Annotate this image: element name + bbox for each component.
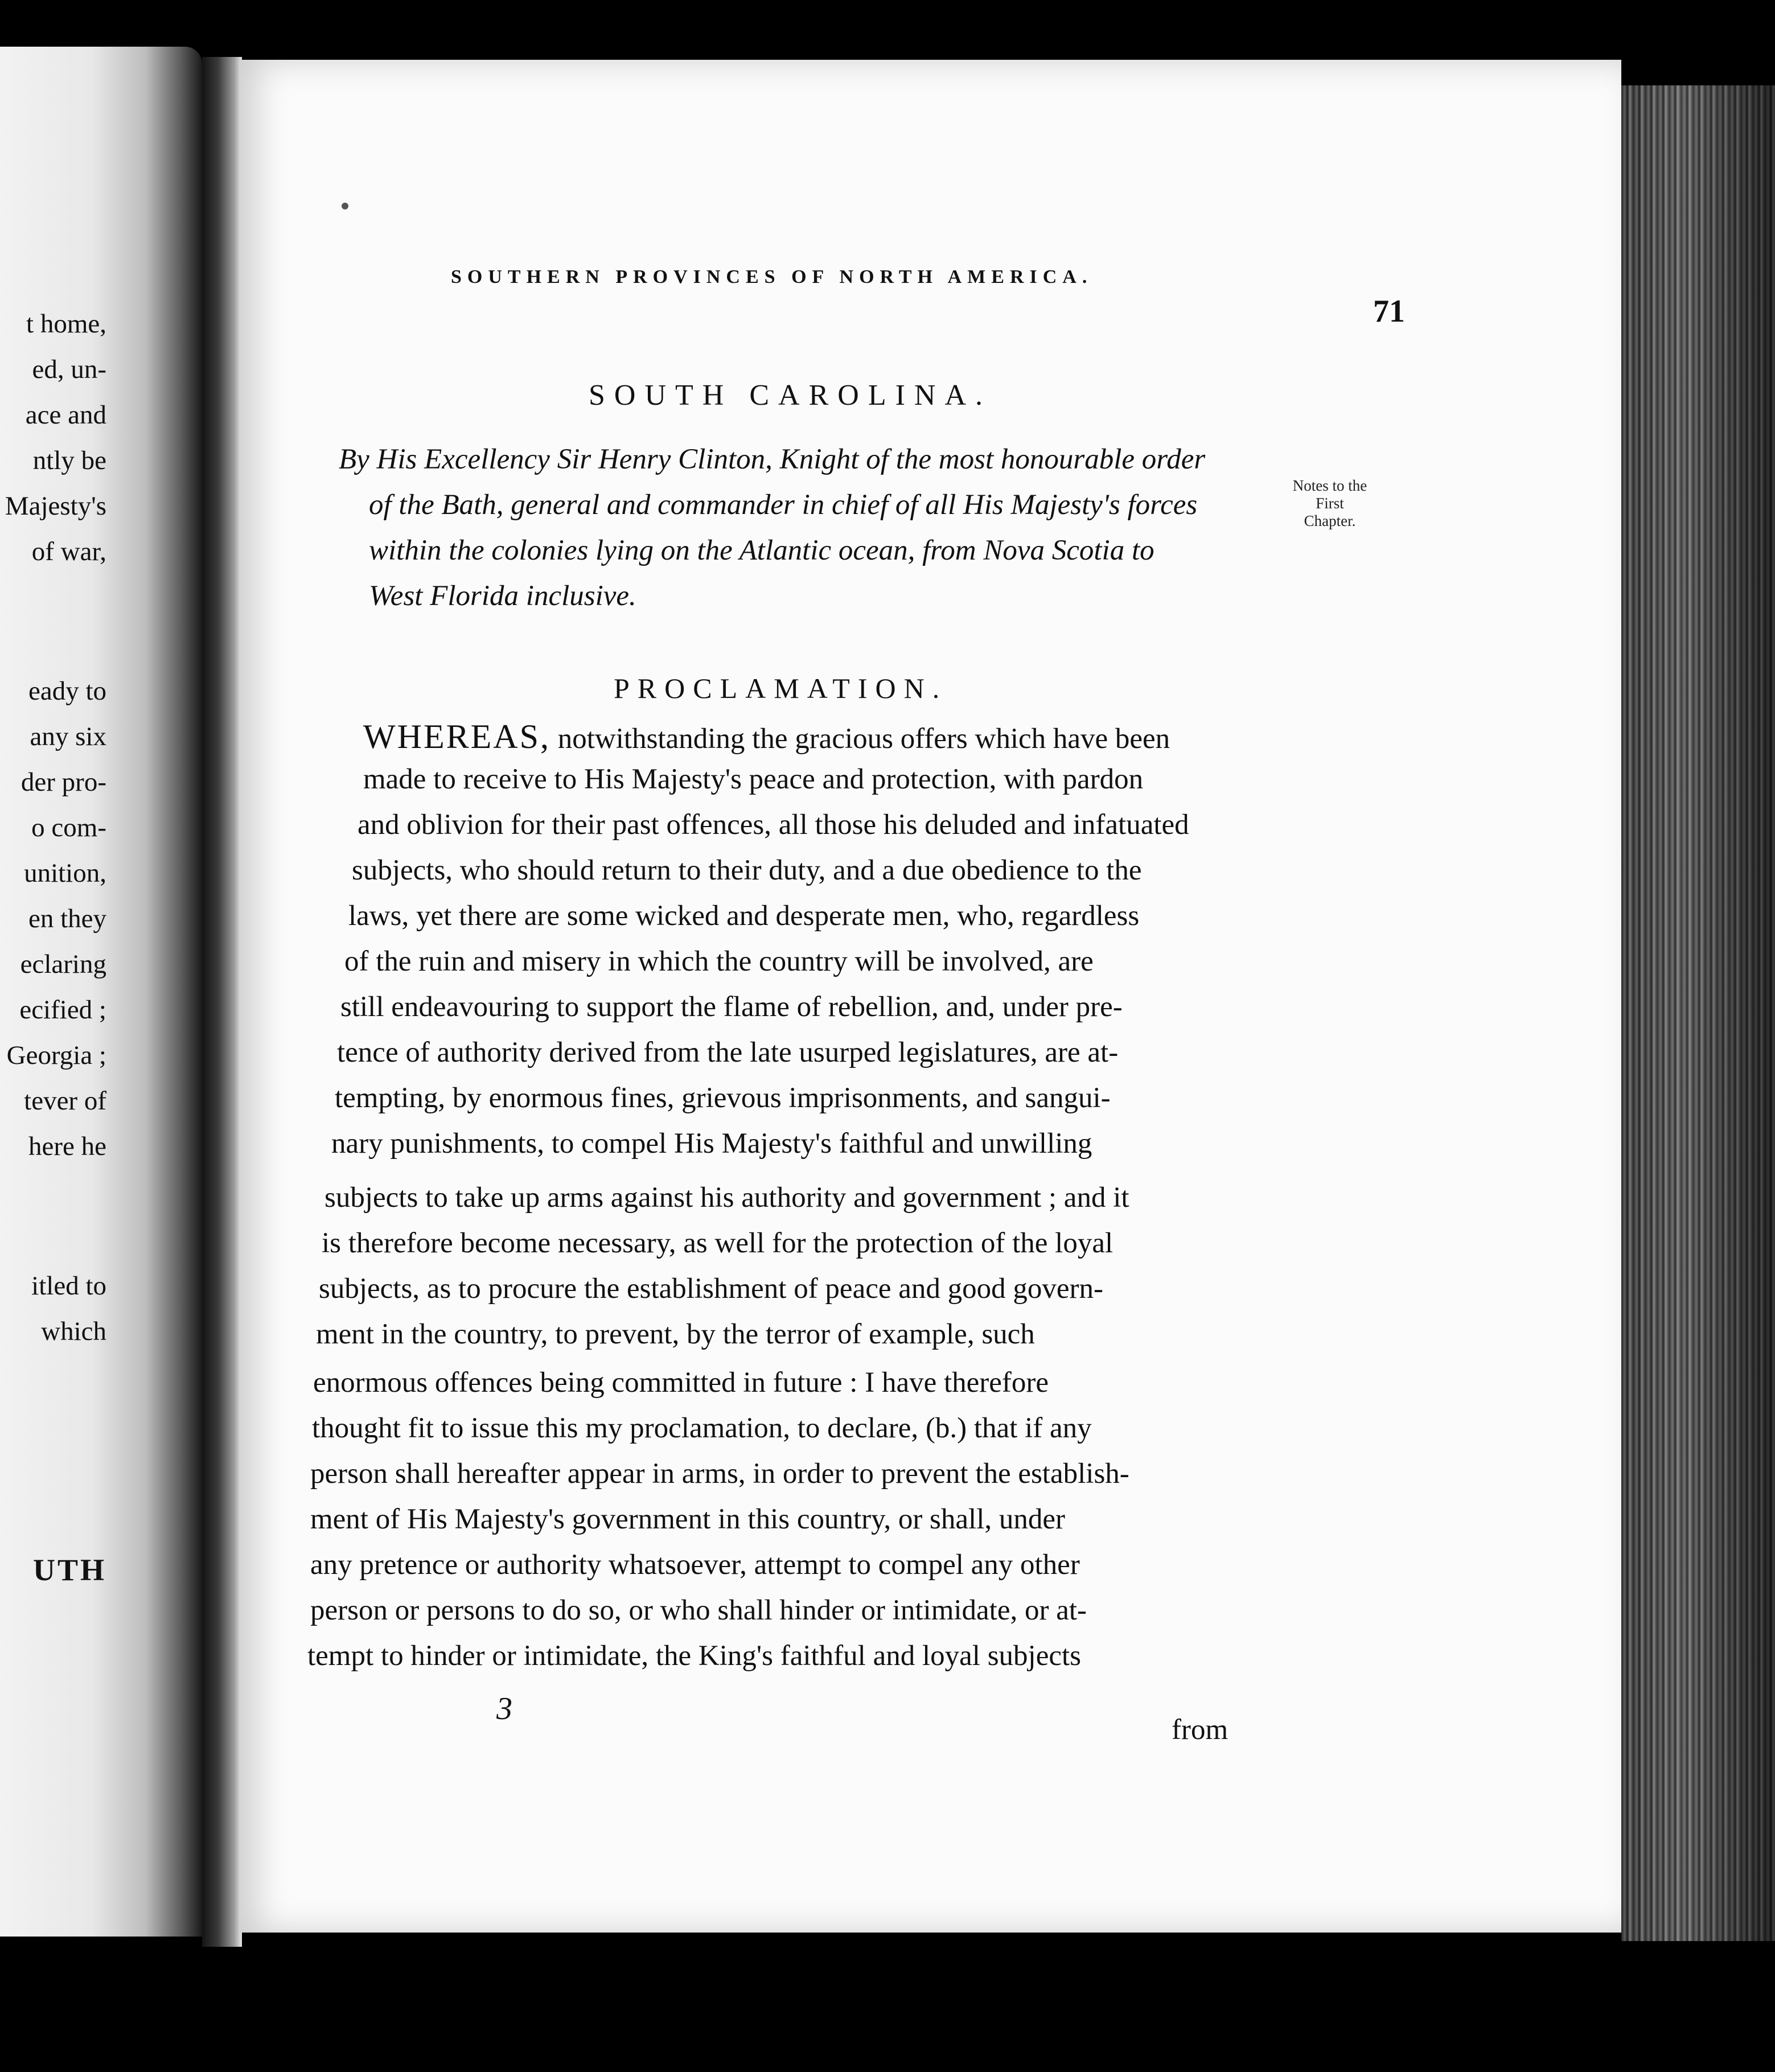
margin-note-line: Notes to the	[1292, 477, 1367, 494]
body-line: tence of authority derived from the late usurped legislatures, are at-	[337, 1037, 1119, 1068]
proclamation-title: PROCLAMATION.	[614, 672, 948, 704]
facing-page-line: unition,	[24, 858, 106, 888]
heading-line: West Florida inclusive.	[369, 580, 636, 612]
signature-mark: 3	[496, 1691, 512, 1726]
body-line	[363, 717, 1170, 757]
body-line: and oblivion for their past offences, all those his deluded and infatuated	[358, 809, 1189, 841]
body-first-word: WHEREAS,	[363, 718, 550, 755]
facing-page-line: t home,	[26, 309, 106, 339]
heading-line: within the colonies lying on the Atlantic ocean, from Nova Scotia to	[369, 535, 1154, 566]
running-head: SOUTHERN PROVINCES OF NORTH AMERICA.	[451, 266, 1093, 287]
facing-page-line: UTH	[32, 1553, 106, 1587]
body-line: is therefore become necessary, as well for the protection of the loyal	[322, 1227, 1114, 1259]
body-line: any pretence or authority whatsoever, attempt to compel any other	[310, 1549, 1080, 1581]
facing-page-line: Georgia ;	[6, 1041, 106, 1070]
margin-note-line: First	[1316, 495, 1344, 512]
body-line: ment of His Majesty's government in this country, or shall, under	[310, 1503, 1065, 1535]
facing-page-line: eady to	[28, 676, 106, 706]
body-line: person or persons to do so, or who shall hinder or intimidate, or at-	[310, 1594, 1087, 1626]
body-line: subjects to take up arms against his authority and government ; and it	[324, 1182, 1129, 1214]
facing-page-line: Majesty's	[5, 491, 106, 521]
facing-page-line: ecified ;	[19, 995, 106, 1025]
facing-page-line: o com-	[31, 813, 106, 842]
body-line: nary punishments, to compel His Majesty's faithful and unwilling	[331, 1128, 1092, 1160]
margin-note-line: Chapter.	[1304, 512, 1356, 529]
facing-page	[0, 47, 202, 1937]
facing-page-line: ed, un-	[32, 355, 106, 384]
body-line: thought fit to issue this my proclamation, to declare, (b.) that if any	[312, 1412, 1092, 1444]
facing-page-line: of war,	[31, 537, 106, 566]
section-title: SOUTH CAROLINA.	[589, 379, 992, 412]
body-line: subjects, as to procure the establishment of peace and good govern-	[319, 1273, 1103, 1305]
facing-page-line: ntly be	[32, 446, 106, 475]
body-line: tempting, by enormous fines, grievous imprisonments, and sangui-	[335, 1082, 1111, 1114]
body-line: person shall hereafter appear in arms, in order to prevent the establish-	[310, 1458, 1129, 1490]
facing-page-line: tever of	[24, 1086, 106, 1116]
body-line: ment in the country, to prevent, by the terror of example, such	[316, 1318, 1035, 1350]
page-number: 71	[1373, 294, 1405, 329]
book-gutter	[202, 57, 242, 1947]
body-line: still endeavouring to support the flame of rebellion, and, under pre-	[340, 991, 1123, 1023]
margin-note	[1273, 477, 1387, 530]
page-edge-shade	[1621, 85, 1775, 1941]
facing-page-line: itled to	[31, 1271, 106, 1301]
body-line: laws, yet there are some wicked and desperate men, who, regardless	[348, 900, 1140, 932]
heading-line: By His Excellency Sir Henry Clinton, Knight of the most honourable order	[339, 443, 1206, 475]
facing-page-line: der pro-	[20, 767, 106, 797]
catchword: from	[1172, 1714, 1228, 1746]
facing-page-line: eclaring	[20, 949, 106, 979]
body-line: made to receive to His Majesty's peace and protection, with pardon	[363, 763, 1144, 795]
facing-page-line: en they	[28, 904, 106, 934]
facing-page-line: which	[41, 1317, 106, 1346]
body-line: tempt to hinder or intimidate, the King's faithful and loyal subjects	[307, 1640, 1081, 1672]
facing-page-line: here he	[28, 1132, 106, 1161]
facing-page-line: any six	[30, 722, 106, 751]
heading-line: of the Bath, general and commander in chief of all His Majesty's forces	[369, 489, 1198, 521]
body-line: enormous offences being committed in future : I have therefore	[313, 1367, 1049, 1399]
body-line: of the ruin and misery in which the country will be involved, are	[344, 945, 1094, 977]
body-line: subjects, who should return to their duty, and a due obedience to the	[352, 854, 1142, 886]
paper-speck	[342, 203, 348, 209]
body-line-text: notwithstanding the gracious offers which have been	[550, 723, 1170, 755]
facing-page-line: ace and	[25, 400, 106, 430]
